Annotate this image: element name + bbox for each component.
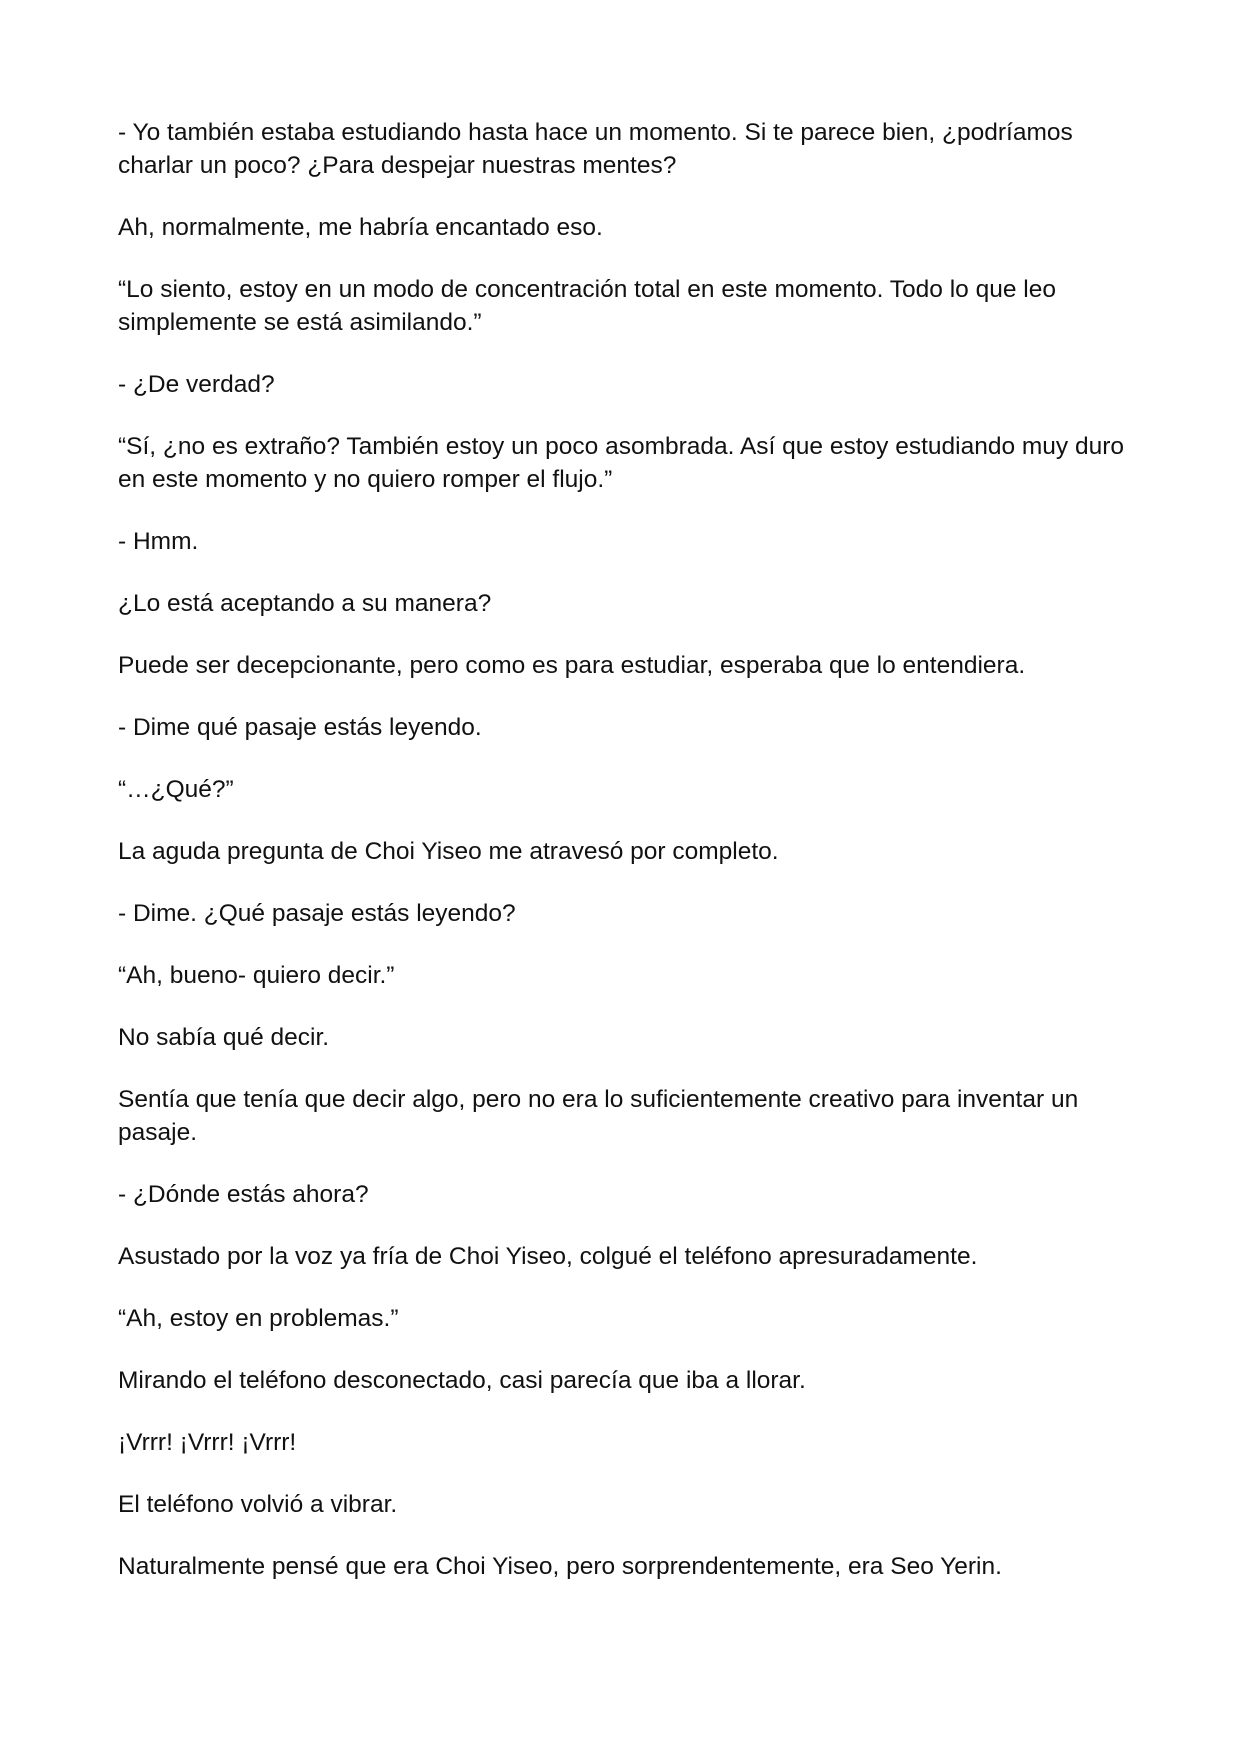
paragraph-19: Mirando el teléfono desconectado, casi parecía que iba a llorar. <box>118 1367 806 1394</box>
paragraph-3: “Lo siento, estoy en un modo de concentración total en este momento. Todo lo que leo simplemente se está asimilando.” <box>118 276 1056 336</box>
paragraph-8: Puede ser decepcionante, pero como es para estudiar, esperaba que lo entendiera. <box>118 652 1026 679</box>
paragraph-11: La aguda pregunta de Choi Yiseo me atravesó por completo. <box>118 838 779 865</box>
paragraph-2: Ah, normalmente, me habría encantado eso. <box>118 214 603 241</box>
paragraph-21: El teléfono volvió a vibrar. <box>118 1491 398 1518</box>
document-body <box>118 116 1138 1612</box>
paragraph-7: ¿Lo está aceptando a su manera? <box>118 590 492 617</box>
paragraph-10: “…¿Qué?” <box>118 776 234 803</box>
paragraph-9: - Dime qué pasaje estás leyendo. <box>118 714 482 741</box>
paragraph-4: - ¿De verdad? <box>118 371 275 398</box>
paragraph-12: - Dime. ¿Qué pasaje estás leyendo? <box>118 900 516 927</box>
paragraph-15: Sentía que tenía que decir algo, pero no era lo suficientemente creativo para inventar un pasaje. <box>118 1086 1079 1146</box>
paragraph-5: “Sí, ¿no es extraño? También estoy un poco asombrada. Así que estoy estudiando muy duro en este momento y no quiero romper el flujo.” <box>118 433 1125 493</box>
paragraph-6: - Hmm. <box>118 528 199 555</box>
paragraph-18: “Ah, estoy en problemas.” <box>118 1305 399 1332</box>
paragraph-17: Asustado por la voz ya fría de Choi Yiseo, colgué el teléfono apresuradamente. <box>118 1243 978 1270</box>
paragraph-1: - Yo también estaba estudiando hasta hace un momento. Si te parece bien, ¿podríamos charlar un poco? ¿Para despejar nuestras mentes? <box>118 119 1073 179</box>
paragraph-14: No sabía qué decir. <box>118 1024 330 1051</box>
paragraph-16: - ¿Dónde estás ahora? <box>118 1181 369 1208</box>
paragraph-22: Naturalmente pensé que era Choi Yiseo, pero sorprendentemente, era Seo Yerin. <box>118 1553 1002 1580</box>
paragraph-13: “Ah, bueno- quiero decir.” <box>118 962 395 989</box>
paragraph-20: ¡Vrrr! ¡Vrrr! ¡Vrrr! <box>118 1429 297 1456</box>
